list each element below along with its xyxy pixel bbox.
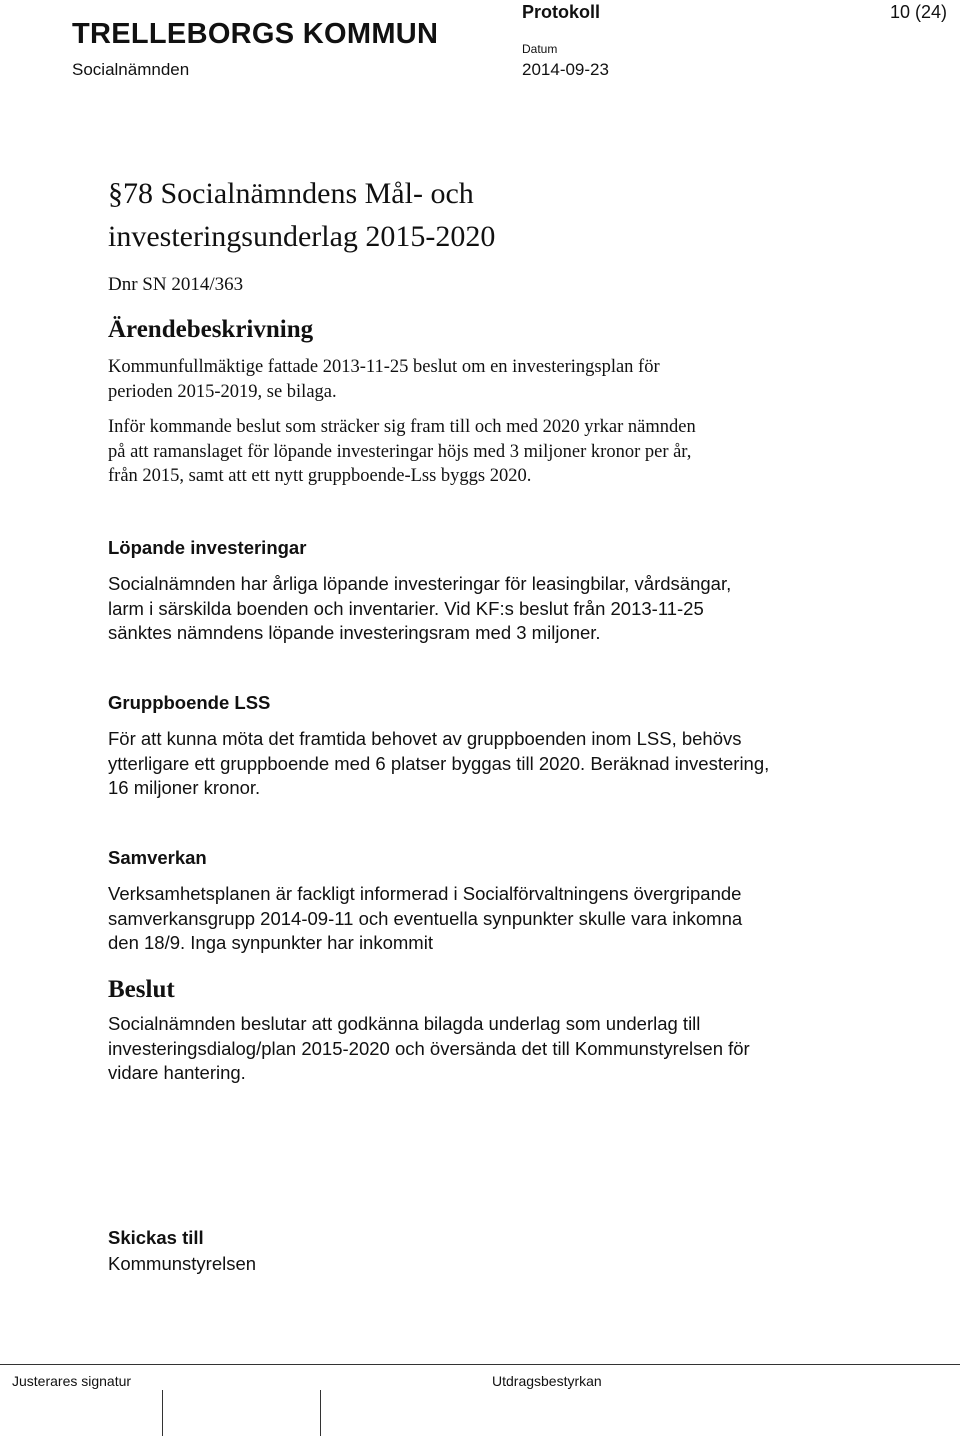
text-line: samverkansgrupp 2014-09-11 och eventuella synpunkter skulle vara inkomna: [108, 907, 743, 929]
heading-samverkan: Samverkan: [108, 847, 207, 868]
text-line: För att kunna möta det framtida behovet av gruppboenden inom LSS, behövs: [108, 728, 742, 749]
recipient: Kommunstyrelsen: [108, 1253, 257, 1274]
heading-beslut: Beslut: [108, 976, 175, 1003]
arende-paragraph-2: [108, 415, 828, 489]
heading-skickas-till: Skickas till: [108, 1227, 204, 1248]
text-line: 16 miljoner kronor.: [108, 777, 261, 798]
signature-box-divider: [320, 1390, 321, 1436]
signature-box-divider: [162, 1390, 163, 1436]
text-line: Inför kommande beslut som sträcker sig fram till och med 2020 yrkar nämnden: [108, 417, 696, 437]
gruppboende-paragraph: [108, 727, 828, 801]
case-number: Dnr SN 2014/363: [108, 274, 244, 295]
text-line: från 2015, samt att ett nytt gruppboende-Lss byggs 2020.: [108, 466, 532, 486]
text-line: den 18/9. Inga synpunkter har inkommit: [108, 932, 433, 953]
text-line: Verksamhetsplanen är fackligt informerad i Socialförvaltningens övergripande: [108, 883, 742, 904]
date-label: Datum: [522, 42, 558, 56]
text-line: på att ramanslaget för löpande investeringar höjs med 3 miljoner kronor per år,: [108, 441, 692, 462]
heading-lopande-investeringar: Löpande investeringar: [108, 537, 307, 558]
municipality-name: TRELLEBORGS KOMMUN: [72, 18, 439, 50]
text-line: larm i särskilda boenden och inventarier. Vid KF:s beslut från 2013-11-25: [108, 597, 704, 619]
committee-name: Socialnämnden: [72, 60, 190, 79]
text-line: vidare hantering.: [108, 1062, 246, 1083]
text-line: Socialnämnden har årliga löpande investeringar för leasingbilar, vårdsängar,: [108, 573, 732, 594]
section-title-line-2: investeringsunderlag 2015-2020: [108, 220, 496, 253]
section-title: [108, 172, 808, 258]
document-type: Protokoll: [522, 2, 601, 22]
section-title-line-1: §78 Socialnämndens Mål- och: [108, 177, 474, 210]
heading-gruppboende-lss: Gruppboende LSS: [108, 692, 271, 713]
footer-divider: [0, 1364, 960, 1365]
samverkan-paragraph: [108, 882, 828, 956]
text-line: sänktes nämndens löpande investeringsram med 3 miljoner.: [108, 622, 601, 643]
beslut-paragraph: [108, 1012, 828, 1086]
text-line: investeringsdialog/plan 2015-2020 och översända det till Kommunstyrelsen för: [108, 1037, 750, 1059]
lopande-paragraph: [108, 572, 828, 646]
text-line: perioden 2015-2019, se bilaga.: [108, 381, 337, 402]
page-number: 10 (24): [890, 2, 948, 22]
arende-paragraph-1: [108, 355, 828, 404]
signature-label: Justerares signatur: [12, 1373, 132, 1389]
heading-arendebeskrivning: Ärendebeskrivning: [108, 316, 314, 343]
certification-label: Utdragsbestyrkan: [492, 1373, 602, 1389]
meeting-date: 2014-09-23: [522, 60, 609, 79]
text-line: Socialnämnden beslutar att godkänna bilagda underlag som underlag till: [108, 1013, 701, 1034]
text-line: Kommunfullmäktige fattade 2013-11-25 beslut om en investeringsplan för: [108, 357, 660, 377]
text-line: ytterligare ett gruppboende med 6 platser byggas till 2020. Beräknad investering,: [108, 752, 770, 774]
